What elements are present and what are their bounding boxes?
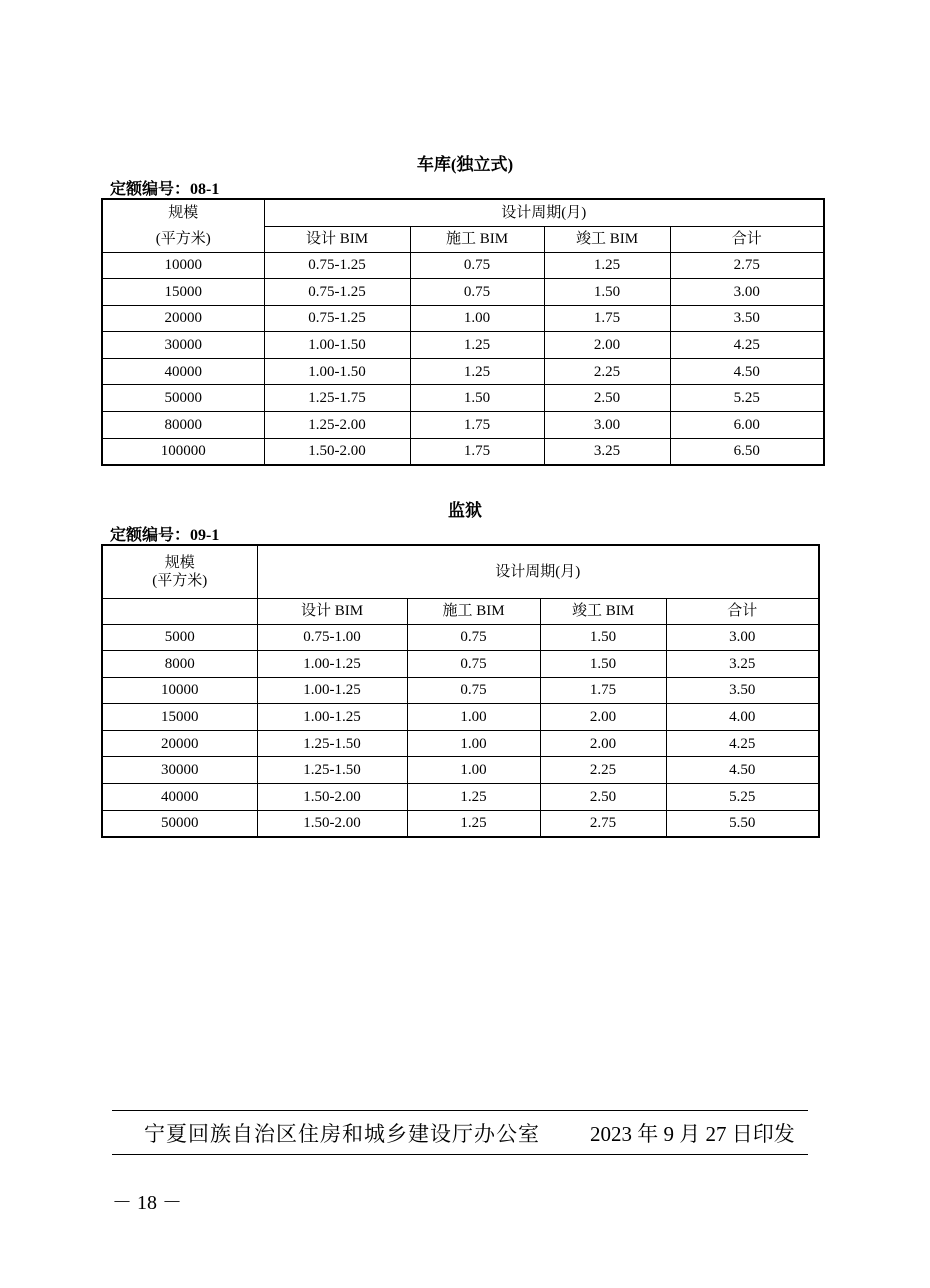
table-row bbox=[102, 279, 824, 306]
value-cell: 2.25 bbox=[544, 358, 670, 385]
scale-cell: 40000 bbox=[102, 784, 257, 811]
value-cell: 1.75 bbox=[540, 677, 666, 704]
value-cell: 5.25 bbox=[670, 385, 824, 412]
value-cell: 4.25 bbox=[666, 730, 819, 757]
col-header: 合计 bbox=[670, 226, 824, 252]
footer-issuer: 宁夏回族自治区住房和城乡建设厅办公室 bbox=[144, 1122, 540, 1146]
table-1-title: 车库(独立式) bbox=[416, 155, 514, 174]
value-cell: 3.25 bbox=[666, 651, 819, 678]
table-row bbox=[102, 624, 819, 651]
empty-header-cell bbox=[102, 598, 257, 624]
table-2 bbox=[101, 544, 820, 838]
value-cell: 0.75 bbox=[407, 624, 540, 651]
value-cell: 2.75 bbox=[670, 252, 824, 279]
scale-cell: 50000 bbox=[102, 810, 257, 837]
value-cell: 1.50 bbox=[540, 624, 666, 651]
value-cell: 2.25 bbox=[540, 757, 666, 784]
value-cell: 1.25-1.50 bbox=[257, 757, 407, 784]
value-cell: 1.00-1.25 bbox=[257, 677, 407, 704]
group-header: 设计周期(月) bbox=[264, 199, 824, 226]
value-cell: 1.00-1.50 bbox=[264, 358, 410, 385]
value-cell: 5.50 bbox=[666, 810, 819, 837]
value-cell: 2.50 bbox=[544, 385, 670, 412]
footer-bottom-rule bbox=[112, 1154, 808, 1155]
table-row bbox=[102, 252, 824, 279]
table-1 bbox=[101, 198, 825, 466]
value-cell: 3.50 bbox=[666, 677, 819, 704]
table-row bbox=[102, 651, 819, 678]
value-cell: 1.00-1.50 bbox=[264, 332, 410, 359]
scale-header-line2: (平方米) bbox=[102, 226, 264, 252]
value-cell: 1.25-1.75 bbox=[264, 385, 410, 412]
value-cell: 4.25 bbox=[670, 332, 824, 359]
table-row bbox=[102, 810, 819, 837]
col-header: 施工 BIM bbox=[407, 598, 540, 624]
value-cell: 1.25 bbox=[410, 332, 544, 359]
value-cell: 3.00 bbox=[670, 279, 824, 306]
scale-cell: 20000 bbox=[102, 305, 264, 332]
value-cell: 0.75 bbox=[407, 677, 540, 704]
table-row bbox=[102, 730, 819, 757]
scale-cell: 5000 bbox=[102, 624, 257, 651]
value-cell: 1.00-1.25 bbox=[257, 651, 407, 678]
value-cell: 1.00 bbox=[407, 704, 540, 731]
value-cell: 3.00 bbox=[666, 624, 819, 651]
value-cell: 0.75 bbox=[407, 651, 540, 678]
table-row bbox=[102, 438, 824, 465]
value-cell: 1.25-2.00 bbox=[264, 412, 410, 439]
value-cell: 1.50-2.00 bbox=[257, 784, 407, 811]
scale-cell: 20000 bbox=[102, 730, 257, 757]
value-cell: 4.00 bbox=[666, 704, 819, 731]
col-header: 合计 bbox=[666, 598, 819, 624]
value-cell: 4.50 bbox=[666, 757, 819, 784]
value-cell: 0.75-1.25 bbox=[264, 305, 410, 332]
value-cell: 6.00 bbox=[670, 412, 824, 439]
value-cell: 1.50-2.00 bbox=[257, 810, 407, 837]
table-row bbox=[102, 385, 824, 412]
value-cell: 1.25 bbox=[407, 784, 540, 811]
value-cell: 3.50 bbox=[670, 305, 824, 332]
value-cell: 4.50 bbox=[670, 358, 824, 385]
value-cell: 2.75 bbox=[540, 810, 666, 837]
value-cell: 1.00 bbox=[410, 305, 544, 332]
table-row bbox=[102, 757, 819, 784]
footer-top-rule bbox=[112, 1110, 808, 1111]
table-2-quota-code: 定额编号：09-1 bbox=[110, 527, 220, 544]
value-cell: 1.00 bbox=[407, 730, 540, 757]
table-row bbox=[102, 784, 819, 811]
value-cell: 1.50 bbox=[544, 279, 670, 306]
value-cell: 1.25 bbox=[544, 252, 670, 279]
scale-cell: 30000 bbox=[102, 332, 264, 359]
value-cell: 3.25 bbox=[544, 438, 670, 465]
table-row bbox=[102, 332, 824, 359]
scale-header-line1: 规模 bbox=[164, 554, 195, 571]
value-cell: 0.75 bbox=[410, 279, 544, 306]
value-cell: 1.25 bbox=[407, 810, 540, 837]
value-cell: 3.00 bbox=[544, 412, 670, 439]
value-cell: 1.00 bbox=[407, 757, 540, 784]
scale-cell: 100000 bbox=[102, 438, 264, 465]
table-2-title: 监狱 bbox=[448, 501, 482, 520]
scale-cell: 50000 bbox=[102, 385, 264, 412]
footer-date: 2023 年 9 月 27 日印发 bbox=[590, 1122, 795, 1146]
value-cell: 2.00 bbox=[540, 730, 666, 757]
scale-cell: 40000 bbox=[102, 358, 264, 385]
value-cell: 0.75 bbox=[410, 252, 544, 279]
value-cell: 0.75-1.25 bbox=[264, 252, 410, 279]
scale-cell: 80000 bbox=[102, 412, 264, 439]
scale-cell: 8000 bbox=[102, 651, 257, 678]
col-header: 设计 BIM bbox=[257, 598, 407, 624]
scale-cell: 10000 bbox=[102, 252, 264, 279]
value-cell: 1.00-1.25 bbox=[257, 704, 407, 731]
value-cell: 1.75 bbox=[410, 412, 544, 439]
col-header: 设计 BIM bbox=[264, 226, 410, 252]
value-cell: 0.75-1.25 bbox=[264, 279, 410, 306]
col-header: 竣工 BIM bbox=[540, 598, 666, 624]
scale-header bbox=[102, 545, 257, 598]
col-header: 施工 BIM bbox=[410, 226, 544, 252]
value-cell: 2.00 bbox=[544, 332, 670, 359]
value-cell: 1.25 bbox=[410, 358, 544, 385]
table-row bbox=[102, 677, 819, 704]
value-cell: 1.50 bbox=[540, 651, 666, 678]
value-cell: 1.75 bbox=[410, 438, 544, 465]
value-cell: 2.00 bbox=[540, 704, 666, 731]
value-cell: 1.50-2.00 bbox=[264, 438, 410, 465]
table-1-quota-code: 定额编号：08-1 bbox=[110, 181, 220, 198]
value-cell: 1.25-1.50 bbox=[257, 730, 407, 757]
value-cell: 2.50 bbox=[540, 784, 666, 811]
table-row bbox=[102, 305, 824, 332]
table-row bbox=[102, 358, 824, 385]
value-cell: 1.50 bbox=[410, 385, 544, 412]
value-cell: 5.25 bbox=[666, 784, 819, 811]
scale-cell: 30000 bbox=[102, 757, 257, 784]
value-cell: 1.75 bbox=[544, 305, 670, 332]
scale-cell: 15000 bbox=[102, 704, 257, 731]
scale-cell: 15000 bbox=[102, 279, 264, 306]
scale-header-line2: (平方米) bbox=[152, 572, 208, 589]
group-header: 设计周期(月) bbox=[257, 545, 819, 598]
scale-header-line1: 规模 bbox=[102, 199, 264, 226]
scale-cell: 10000 bbox=[102, 677, 257, 704]
page-number: － 18 － bbox=[112, 1192, 182, 1214]
table-row bbox=[102, 704, 819, 731]
value-cell: 6.50 bbox=[670, 438, 824, 465]
value-cell: 0.75-1.00 bbox=[257, 624, 407, 651]
table-row bbox=[102, 412, 824, 439]
col-header: 竣工 BIM bbox=[544, 226, 670, 252]
